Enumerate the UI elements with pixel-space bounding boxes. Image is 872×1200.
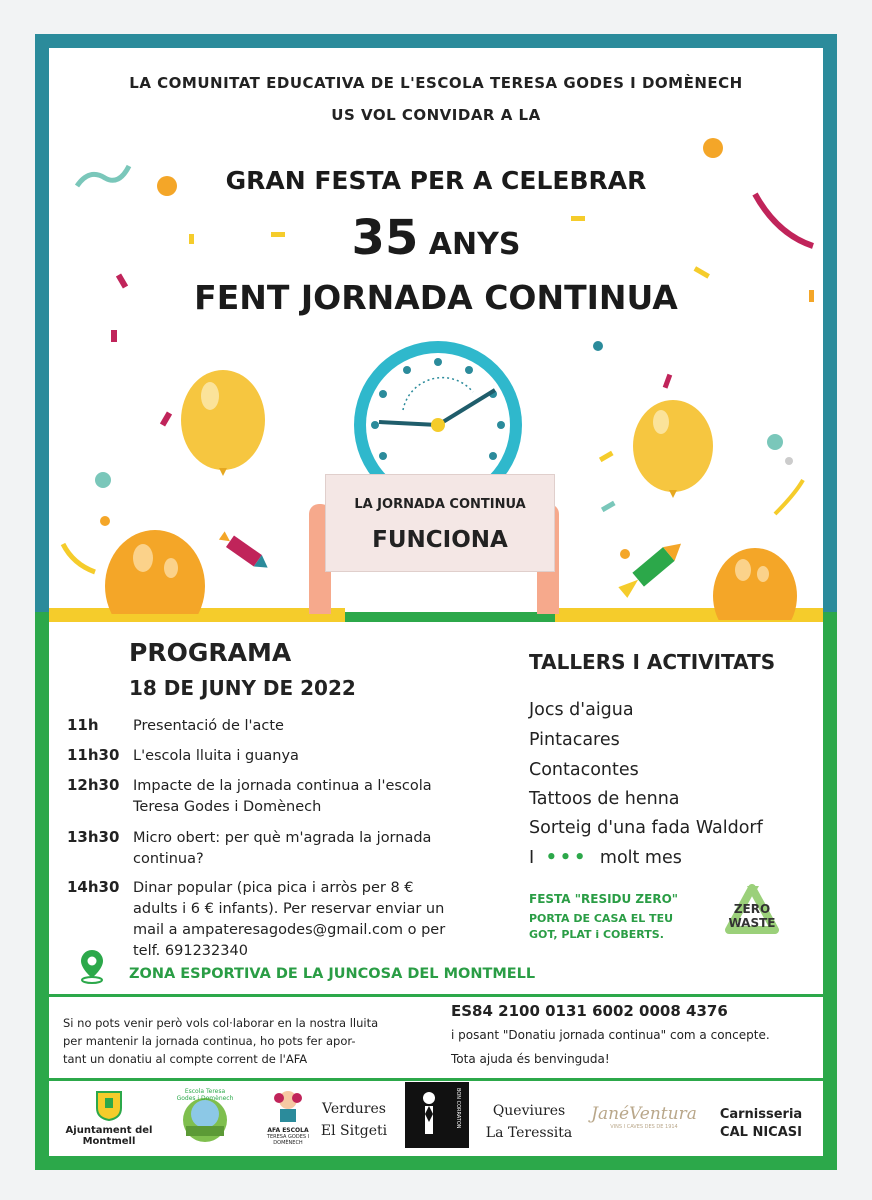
afa-label-1: AFA ESCOLA [267, 1127, 309, 1134]
program-text-line: Impacte de la jornada continua a l'escola [133, 778, 432, 794]
program-text-line: adults i 6 € infants). Per reservar enviar un [133, 901, 445, 917]
header-line-1: LA COMUNITAT EDUCATIVA DE L'ESCOLA TERESA GODES I DOMÈNECH [129, 74, 743, 92]
activities-title: TALLERS I ACTIVITATS [529, 650, 776, 674]
carnisseria-line-1: Carnisseria [719, 1107, 803, 1122]
program-text [133, 828, 513, 870]
sponsor-carnisseria [711, 1106, 811, 1142]
balloon-right-icon [625, 392, 725, 512]
program-time: 13h30 [67, 828, 120, 846]
verdures-line-2: El Sitgeti [320, 1123, 388, 1139]
activity-more-suffix: molt mes [599, 848, 682, 868]
balloon-bottom-right-icon [705, 540, 805, 620]
program-text: L'escola lluita i guanya [133, 748, 299, 764]
program-time: 14h30 [67, 878, 120, 896]
program-text-line: Micro obert: per què m'agrada la jornada [133, 830, 432, 846]
sponsor-ajuntament-label: Ajuntament del Montmell [65, 1125, 153, 1147]
sign-board [325, 474, 555, 572]
zero-badge-line-2: WASTE [728, 916, 776, 930]
program-text-line: telf. 691232340 [133, 943, 248, 959]
program-date: 18 DE JUNY DE 2022 [129, 676, 356, 700]
escola-arc-text: Escola Teresa Godes i Domènech [176, 1088, 234, 1102]
program-text-line: continua? [133, 851, 204, 867]
dots-icon: ••• [545, 848, 589, 868]
program-text: Presentació de l'acte [133, 718, 284, 734]
header-line-5: FENT JORNADA CONTINUA [194, 278, 678, 317]
queviures-line-2: La Teressita [485, 1125, 573, 1141]
activity-item: Contacontes [529, 760, 639, 780]
activity-item: Sorteig d'una fada Waldorf [529, 818, 763, 838]
header-years [35, 210, 837, 266]
separator-donation [49, 994, 823, 997]
afa-kids-icon [268, 1088, 308, 1124]
poster [35, 34, 837, 1170]
verdures-line-1: Verdures [322, 1101, 386, 1117]
years-word: ANYS [428, 227, 521, 262]
donation-text-line: Si no pots venir però vols col·laborar en la nostra lluita [63, 1016, 379, 1030]
zero-badge-line-1: ZERO [733, 902, 771, 916]
program-time: 11h [67, 716, 99, 734]
donation-text-line: per mantenir la jornada continua, ho pots fer apor- [63, 1034, 356, 1048]
sponsor-jane-ventura [587, 1104, 701, 1130]
sponsor-bon [405, 1082, 469, 1148]
activity-more-prefix: I [529, 848, 535, 868]
activity-item: Tattoos de henna [529, 789, 680, 809]
years-number: 35 [351, 210, 419, 266]
header-line-2: US VOL CONVIDAR A LA [331, 106, 541, 124]
activity-item: Pintacares [529, 730, 620, 750]
iban: ES84 2100 0131 6002 0008 4376 [451, 1002, 728, 1020]
sponsor-ajuntament [51, 1090, 167, 1147]
activity-item: Jocs d'aigua [529, 700, 634, 720]
jane-ventura-label: JanéVentura [591, 1104, 697, 1124]
sign-line-2: FUNCIONA [372, 527, 508, 553]
carnisseria-line-2: CAL NICASI [720, 1125, 802, 1140]
donation-text [63, 1014, 378, 1068]
rocket-left-icon [211, 526, 275, 582]
donation-thanks: Tota ajuda és benvinguda! [451, 1052, 610, 1066]
sponsor-verdures [319, 1098, 389, 1142]
program-text-line: mail a ampateresagodes@gmail.com o per [133, 922, 446, 938]
header-line-3: GRAN FESTA PER A CELEBRAR [225, 166, 647, 195]
zero-waste-title: FESTA "RESIDU ZERO" [529, 892, 679, 906]
rocket-right-icon [609, 524, 699, 614]
location-pin-icon [79, 948, 105, 984]
program-time: 11h30 [67, 746, 120, 764]
coat-of-arms-icon [94, 1090, 124, 1122]
program-text [133, 878, 533, 962]
activity-item-more [529, 848, 682, 868]
program-time: 12h30 [67, 776, 120, 794]
sponsor-queviures [481, 1100, 577, 1144]
afa-label-2: TERESA GODES I DOMÈNECH [266, 1134, 310, 1146]
queviures-line-1: Queviures [492, 1103, 566, 1119]
program-title: PROGRAMA [129, 638, 292, 667]
donation-concept: i posant "Donatiu jornada continua" com a concepte. [451, 1028, 770, 1042]
donation-text-line: tant un donatiu al compte corrent de l'AFA [63, 1052, 308, 1066]
balloon-left-icon [175, 364, 275, 494]
zero-waste-line-2: GOT, PLAT i COBERTS. [529, 928, 664, 941]
program-text [133, 776, 513, 818]
zero-waste-line-1: PORTA DE CASA EL TEU [529, 912, 674, 925]
separator-sponsors [49, 1078, 823, 1081]
sign-line-1: LA JORNADA CONTINUA [354, 497, 526, 512]
bon-label: BON CORRATON [455, 1088, 461, 1129]
balloon-bottom-left-icon [95, 524, 215, 614]
location-text: ZONA ESPORTIVA DE LA JUNCOSA DEL MONTMELL [129, 966, 536, 982]
program-text-line: Teresa Godes i Domènech [133, 799, 322, 815]
program-text-line: Dinar popular (pica pica i arròs per 8 € [133, 880, 414, 896]
zero-waste-badge [719, 902, 785, 930]
jane-ventura-sub: VINS I CAVES DES DE 1914 [610, 1124, 678, 1130]
sponsor-afa [253, 1088, 323, 1146]
sponsor-escola [175, 1090, 235, 1147]
